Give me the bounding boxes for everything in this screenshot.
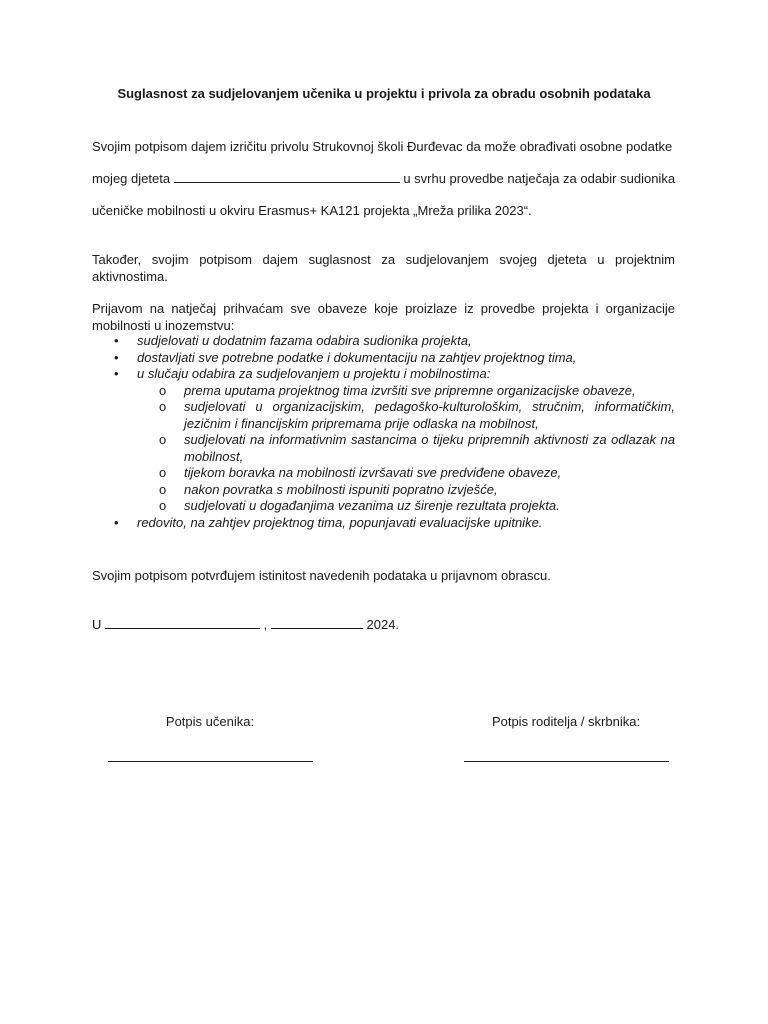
list-item-text: u slučaju odabira za sudjelovanjem u projektu i mobilnostima:	[137, 366, 491, 381]
bullet-icon: •	[114, 333, 119, 348]
list-item	[92, 350, 675, 367]
sub-list-item-text: tijekom boravka na mobilnosti izvršavati sve predviđene obaveze,	[184, 465, 562, 480]
year-text: 2024.	[366, 617, 400, 632]
place-date-line	[92, 616, 675, 633]
circle-bullet-icon: o	[159, 498, 167, 513]
place-blank	[105, 616, 260, 629]
intro-line-2-start: mojeg djeteta	[92, 171, 171, 186]
intro-line-3: učeničke mobilnosti u okviru Erasmus+ KA121 projekta „Mreža prilika 2023“.	[92, 203, 532, 218]
document-title: Suglasnost za sudjelovanjem učenika u projektu i privola za obradu osobnih podataka	[117, 86, 651, 101]
sub-list-item	[137, 399, 675, 432]
circle-bullet-icon: o	[159, 399, 167, 414]
child-name-blank	[174, 170, 400, 183]
date-blank	[271, 616, 363, 629]
consent-paragraph: Također, svojim potpisom dajem suglasnost za sudjelovanjem svojeg djeteta u projektnim aktivnostima.	[92, 252, 675, 284]
circle-bullet-icon: o	[159, 432, 167, 447]
sub-list-item	[137, 482, 675, 499]
sub-list-item-text: sudjelovati na informativnim sastancima o tijeku pripremnih aktivnosti za odlazak na mobilnost,	[184, 432, 675, 464]
circle-bullet-icon: o	[159, 481, 167, 497]
bullet-icon: •	[114, 514, 119, 530]
obligations-list	[92, 333, 675, 531]
student-signature-label: Potpis učenika:	[165, 714, 255, 729]
intro-line-2	[92, 170, 675, 187]
list-item	[92, 366, 675, 515]
sub-list-item-text: prema uputama projektnog tima izvršiti sve pripremne organizacijske obaveze,	[184, 382, 636, 398]
sub-list	[137, 383, 675, 515]
list-item-text: dostavljati sve potrebne podatke i dokumentaciju na zahtjev projektnog tima,	[137, 349, 577, 365]
student-signature-line	[108, 760, 313, 762]
parent-signature-label: Potpis roditelja / skrbnika:	[491, 714, 641, 729]
sub-list-item-text: sudjelovati u događanjima vezanima uz širenje rezultata projekta.	[184, 498, 560, 513]
confirmation-text: Svojim potpisom potvrđujem istinitost navedenih podataka u prijavnom obrascu.	[92, 568, 551, 583]
list-item-text: sudjelovati u dodatnim fazama odabira sudionika projekta,	[137, 333, 472, 348]
sub-list-item	[137, 498, 675, 515]
bullet-icon: •	[114, 366, 119, 381]
intro-line-2-end: u svrhu provedbe natječaja za odabir sudionika	[403, 171, 676, 186]
obligations-intro: Prijavom na natječaj prihvaćam sve obaveze koje proizlaze iz provedbe projekta i organizacije mobilnosti u inozemstvu:	[92, 301, 675, 333]
sub-list-item	[137, 432, 675, 465]
list-item-text: redovito, na zahtjev projektnog tima, popunjavati evaluacijske upitnike.	[137, 514, 543, 530]
sub-list-item	[137, 465, 675, 482]
sub-list-item	[137, 383, 675, 400]
circle-bullet-icon: o	[159, 465, 167, 480]
list-item	[92, 515, 675, 532]
circle-bullet-icon: o	[159, 382, 167, 398]
bullet-icon: •	[114, 349, 119, 365]
list-item	[92, 333, 675, 350]
place-prefix: U	[92, 617, 102, 632]
intro-line-1: Svojim potpisom dajem izričitu privolu Strukovnoj školi Đurđevac da može obrađivati osobne podatke	[92, 139, 673, 154]
place-date-separator: ,	[263, 617, 268, 632]
sub-list-item-text: sudjelovati u organizacijskim, pedagoško-kulturološkim, stručnim, informatičkim, jezičnim i financijskim pripremama prije odlaska na mobilnost,	[184, 399, 675, 431]
sub-list-item-text: nakon povratka s mobilnosti ispuniti popratno izvješće,	[184, 481, 498, 497]
parent-signature-line	[464, 760, 669, 762]
